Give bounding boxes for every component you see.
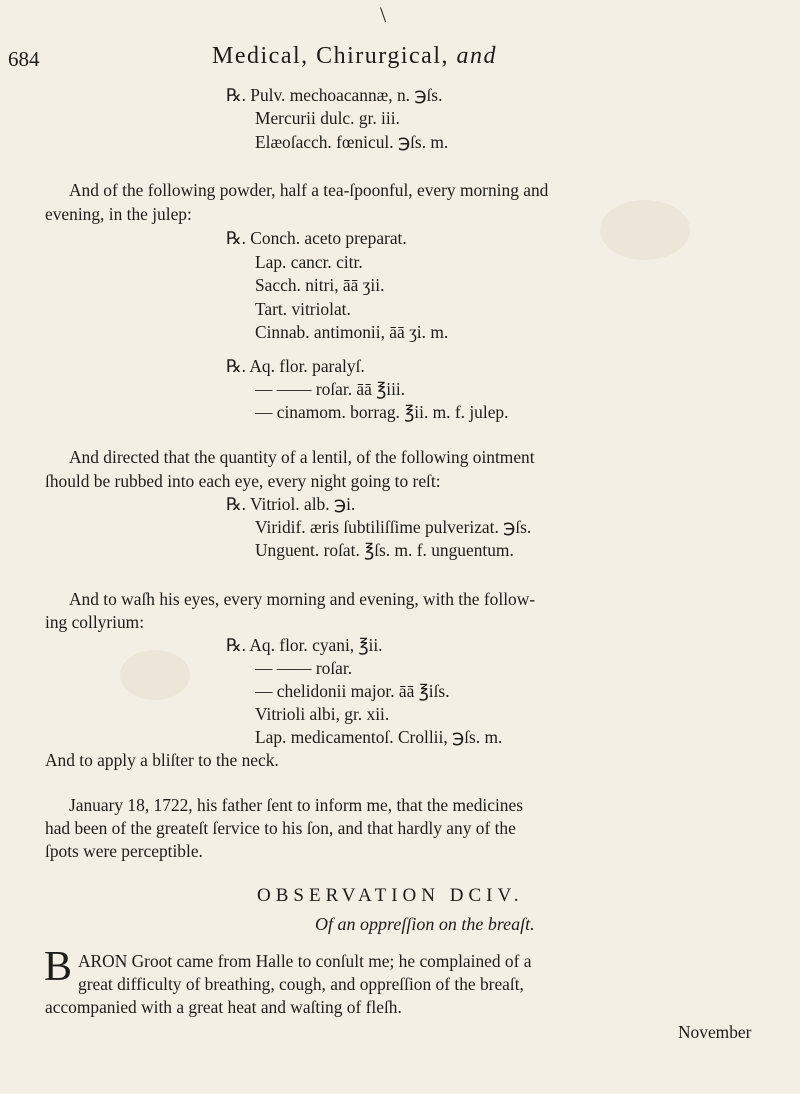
observation-heading: OBSERVATION DCIV.: [257, 885, 524, 906]
text-line: accompanied with a great heat and waſting of fleſh.: [45, 997, 402, 1017]
text-line: Unguent. roſat. ℥ſs. m. f. unguentum.: [255, 540, 514, 560]
text-line: great difficulty of breathing, cough, and oppreſſion of the breaſt,: [78, 974, 524, 994]
text-line: ℞. Conch. aceto preparat.: [226, 228, 407, 248]
text-line: Mercurii dulc. gr. iii.: [255, 108, 400, 128]
text-line: — —— roſar.: [255, 658, 353, 678]
text-line: ℞. Aq. flor. cyani, ℥ii.: [226, 635, 383, 655]
text-line: ℞. Aq. flor. paralyſ.: [226, 356, 365, 376]
text-line: — chelidonii major. āā ℥iſs.: [255, 681, 450, 701]
text-line: Tart. vitriolat.: [255, 299, 351, 319]
text-line: Lap. cancr. citr.: [255, 252, 363, 272]
corner-mark: \: [380, 2, 387, 27]
text-line: And to apply a bliſter to the neck.: [45, 750, 279, 770]
observation-subtitle: Of an oppreſſion on the breaſt.: [315, 914, 535, 934]
running-title-italic: and: [456, 43, 497, 69]
text-line: ARON Groot came from Halle to conſult me; he complained of a: [78, 951, 532, 971]
text-line: Sacch. nitri, āā ʒii.: [255, 275, 385, 295]
text-line: January 18, 1722, his father ſent to inform me, that the medicines: [69, 795, 523, 815]
catchword: November: [678, 1022, 752, 1042]
text-line: — cinamom. borrag. ℥ii. m. f. julep.: [255, 402, 509, 422]
text-line: ſpots were perceptible.: [45, 841, 203, 861]
text-line: ing collyrium:: [45, 612, 145, 632]
drop-cap: B: [44, 944, 73, 990]
text-line: And of the following powder, half a tea-ſpoonful, every morning and: [69, 180, 549, 200]
text-line: And directed that the quantity of a lentil, of the following ointment: [69, 447, 535, 467]
text-line: Viridif. æris ſubtiliſſime pulverizat. ℈ſs.: [255, 517, 532, 537]
text-line: — —— roſar. āā ℥iii.: [255, 379, 406, 399]
text-line: Cinnab. antimonii, āā ʒi. m.: [255, 322, 449, 342]
page-number: 684: [8, 47, 40, 71]
text-line: had been of the greateſt ſervice to his ſon, and that hardly any of the: [45, 818, 516, 838]
text-line: Elæoſacch. fœnicul. ℈ſs. m.: [255, 132, 449, 152]
text-line: Vitrioli albi, gr. xii.: [255, 704, 390, 724]
text-line: And to waſh his eyes, every morning and evening, with the follow-: [69, 589, 536, 609]
text-line: evening, in the julep:: [45, 204, 192, 224]
text-line: ℞. Vitriol. alb. ℈i.: [226, 494, 356, 514]
text-line: Lap. medicamentoſ. Crollii, ℈ſs. m.: [255, 727, 503, 747]
text-line: ſhould be rubbed into each eye, every night going to reſt:: [45, 471, 441, 491]
text-line: ℞. Pulv. mechoacannæ, n. ℈ſs.: [226, 85, 443, 105]
running-title-text: Medical, Chirurgical,: [212, 43, 449, 69]
